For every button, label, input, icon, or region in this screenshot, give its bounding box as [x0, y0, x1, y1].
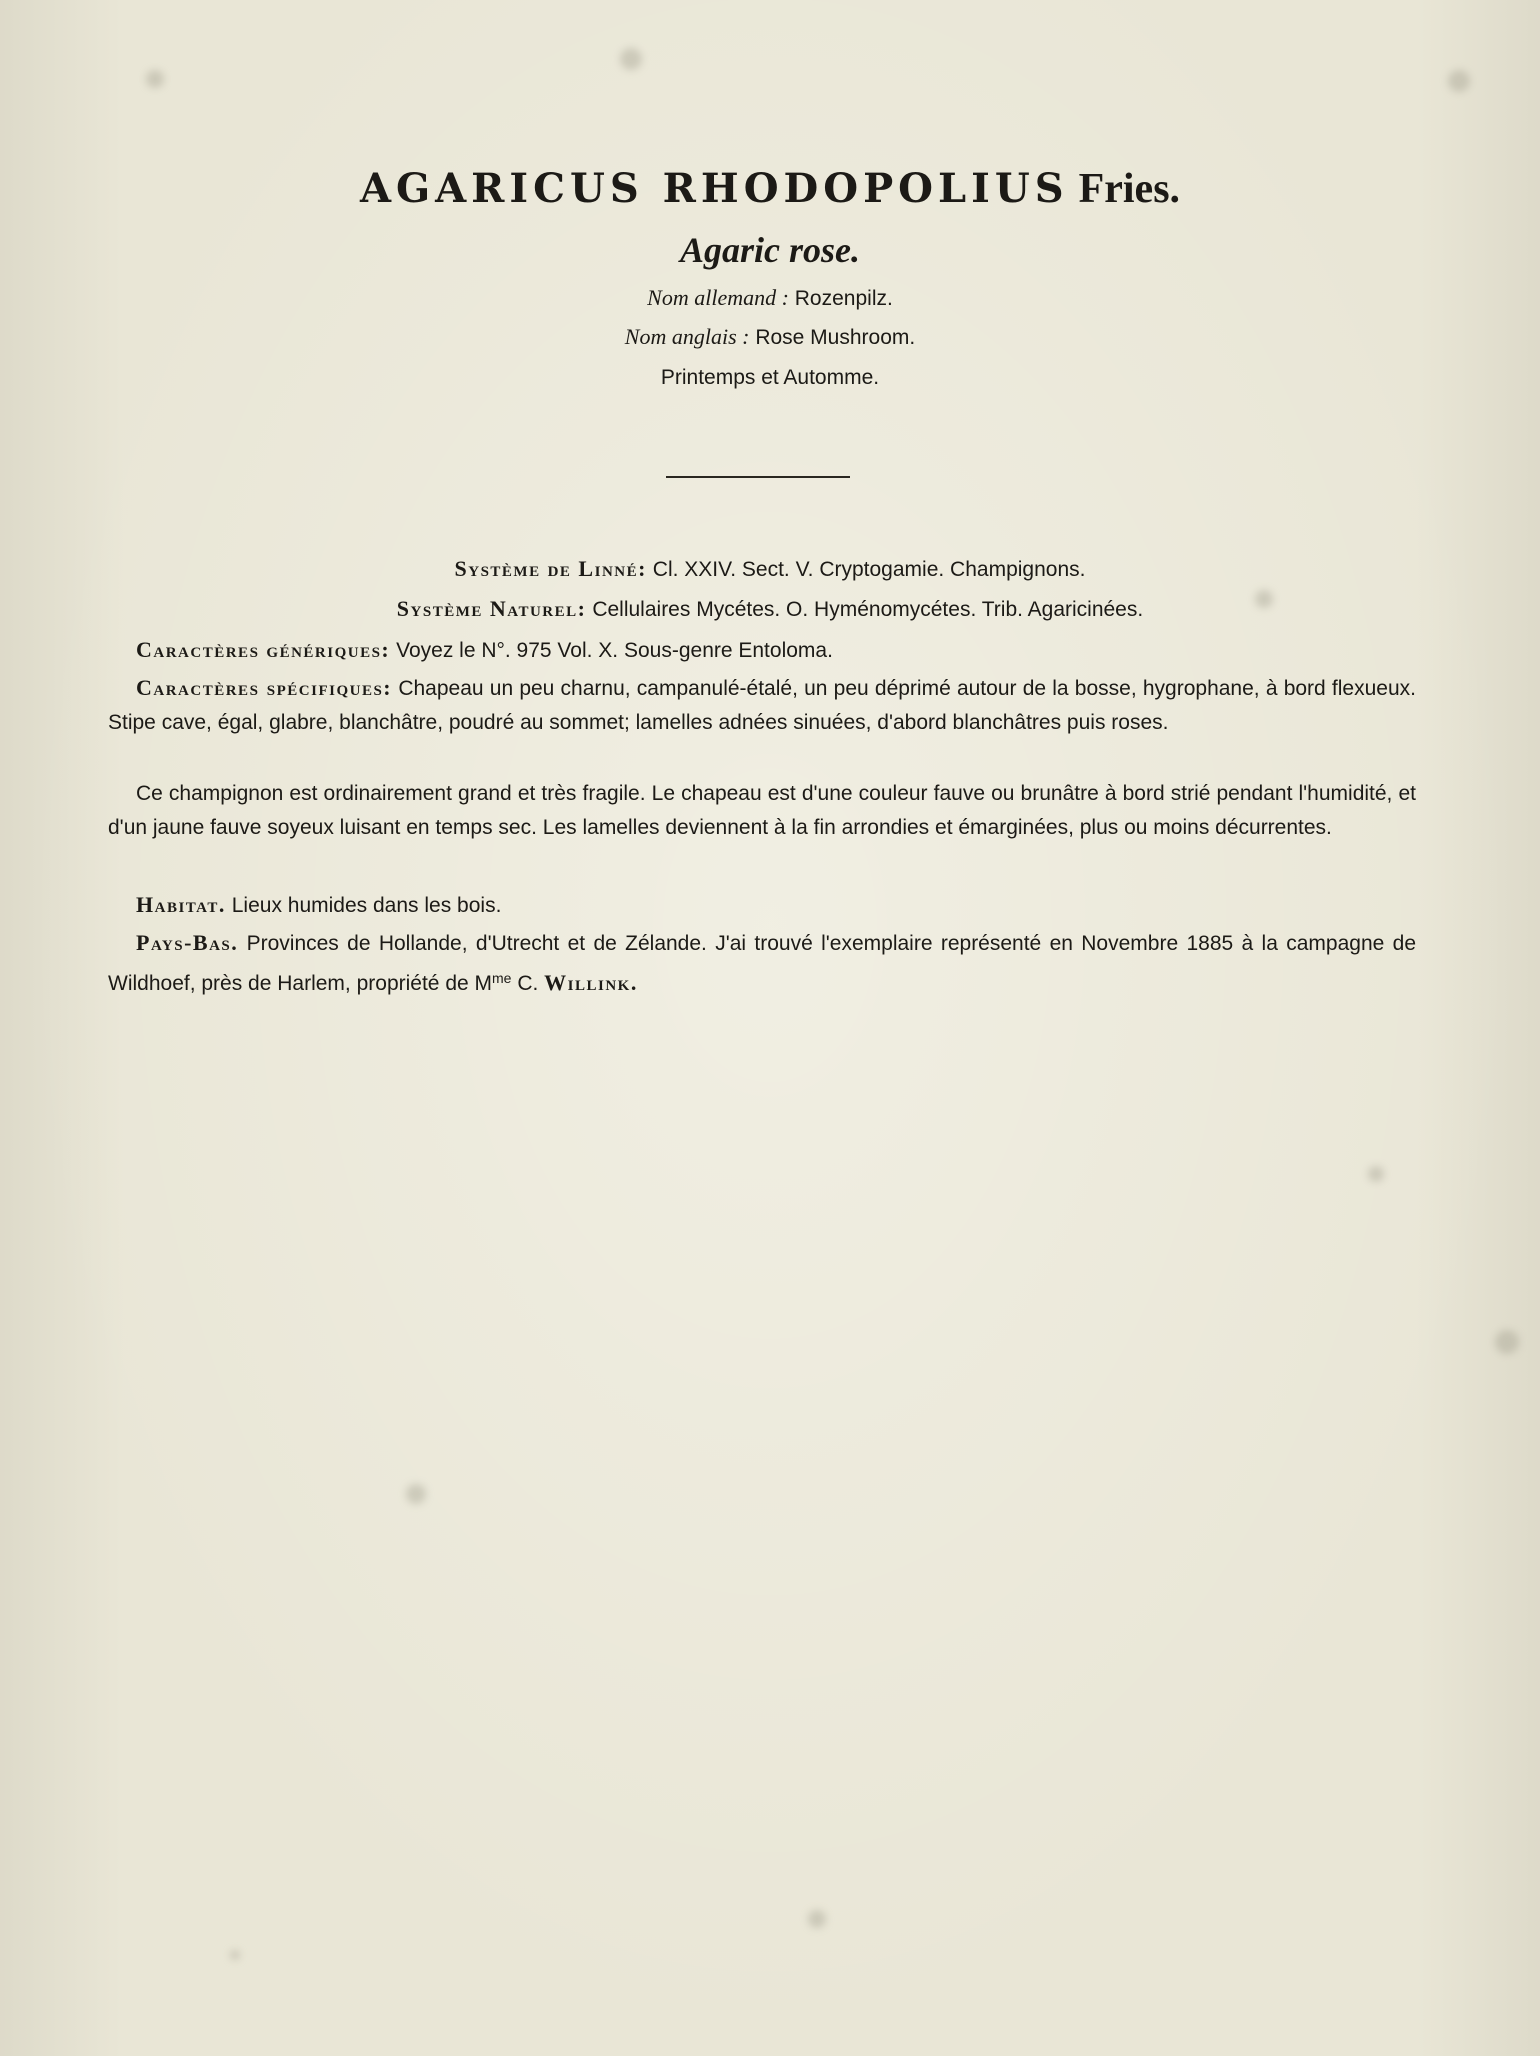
- generic-characters-label: Caractères génériques:: [136, 637, 391, 662]
- specific-characters-text: Chapeau un peu charnu, campanulé-étalé, un peu déprimé autour de la bosse, hygrophane, à bord flexueux. Stipe cave, égal, glabre, blanchâtre, poudré au sommet; lamelles adnées sinuées, d'abord blanchâtres puis roses.: [108, 677, 1416, 734]
- divider-rule: [666, 476, 850, 478]
- paper-spot: [1495, 1330, 1519, 1354]
- paper-spot: [1448, 70, 1470, 92]
- paper-spot: [1368, 1166, 1384, 1182]
- habitat-text: Lieux humides dans les bois.: [231, 894, 502, 917]
- owner-name: [475, 972, 638, 995]
- specific-characters-label: Caractères spécifiques:: [136, 675, 393, 700]
- linne-system-label: Système de Linné:: [454, 556, 647, 581]
- owner-surname: Willink.: [544, 970, 638, 995]
- english-name-value: Rose Mushroom.: [755, 326, 916, 349]
- linne-system-line: [0, 555, 1540, 584]
- german-name-label: Nom allemand :: [647, 285, 789, 310]
- owner-title: M: [474, 972, 493, 995]
- habitat-paragraph: [108, 888, 1416, 923]
- generic-characters-text: Voyez le N°. 975 Vol. X. Sous-genre Entoloma.: [396, 639, 833, 662]
- season-line: Printemps et Automme.: [660, 366, 880, 389]
- linne-system-value: Cl. XXIV. Sect. V. Cryptogamie. Champignons.: [652, 558, 1086, 581]
- paper-spot: [406, 1484, 426, 1504]
- natural-system-line: [0, 595, 1540, 624]
- english-name-line: [0, 323, 1540, 352]
- natural-system-label: Système Naturel:: [396, 596, 587, 621]
- description-paragraph: Ce champignon est ordinairement grand et très fragile. Le chapeau est d'une couleur fauve ou brunâtre à bord strié pendant l'humidité, et d'un jaune fauve soyeux luisant en temps sec. Les lamelles deviennent à la fin arrondies et émarginées, plus ou moins décurrentes.: [108, 782, 1416, 839]
- german-name-value: Rozenpilz.: [794, 287, 893, 310]
- paper-spot: [620, 48, 642, 70]
- owner-title-superscript: me: [492, 970, 512, 986]
- specific-characters-paragraph: [108, 671, 1416, 740]
- netherlands-label: Pays-Bas.: [136, 930, 239, 955]
- german-name-line: [0, 284, 1540, 313]
- english-name-label: Nom anglais :: [624, 324, 750, 349]
- habitat-label: Habitat.: [136, 892, 226, 917]
- generic-characters-paragraph: [108, 633, 1416, 668]
- natural-system-value: Cellulaires Mycétes. O. Hyménomycétes. Trib. Agaricinées.: [592, 598, 1144, 621]
- netherlands-text: Provinces de Hollande, d'Utrecht et de Zélande. J'ai trouvé l'exemplaire représenté en Novembre 1885 à la campagne de Wildhoef, près de Harlem, propriété de: [108, 932, 1416, 995]
- title-latin: AGARICUS RHODOPOLIUS: [359, 165, 1069, 212]
- owner-initial: C.: [517, 972, 539, 995]
- paper-spot: [146, 70, 164, 88]
- title-author: Fries.: [1078, 166, 1181, 212]
- common-name: Agaric rose.: [680, 230, 860, 270]
- netherlands-paragraph: [108, 926, 1416, 1001]
- paper-spot: [230, 1950, 240, 1960]
- species-title: [0, 165, 1540, 213]
- paper-spot: [808, 1910, 826, 1928]
